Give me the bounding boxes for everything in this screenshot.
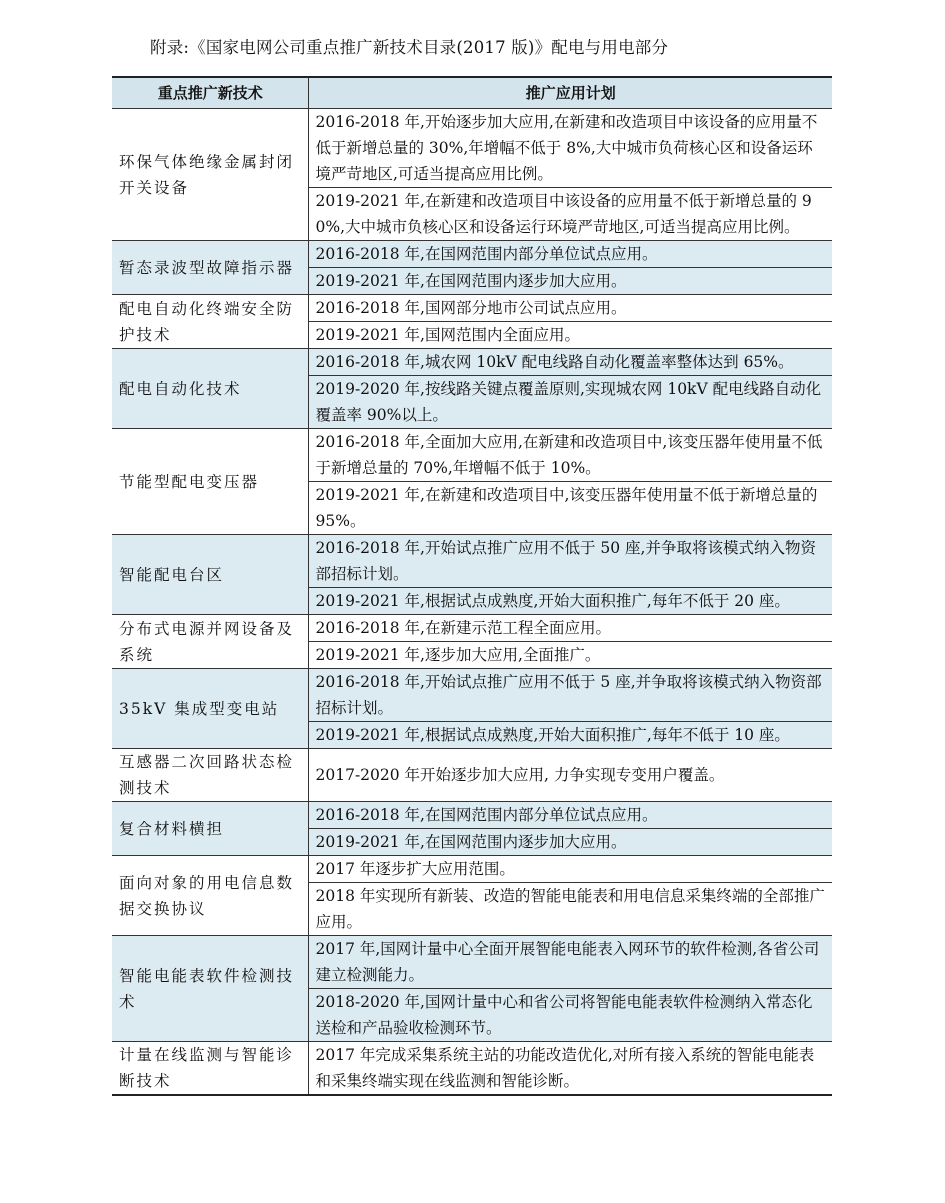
- plan-cell: 2019-2021 年,在新建和改造项目中,该变压器年使用量不低于新增总量的 95%。: [308, 482, 832, 535]
- table-body: [112, 109, 832, 1096]
- tech-name-cell: 35kV 集成型变电站: [112, 669, 308, 749]
- plan-cell: 2017 年,国网计量中心全面开展智能电能表入网环节的软件检测,各省公司建立检测能力。: [308, 936, 832, 989]
- tech-name-cell: 暂态录波型故障指示器: [112, 241, 308, 295]
- plan-cell: 2017-2020 年开始逐步加大应用, 力争实现专变用户覆盖。: [308, 749, 832, 802]
- tech-name-cell: 面向对象的用电信息数据交换协议: [112, 856, 308, 936]
- plan-cell: 2016-2018 年,在国网范围内部分单位试点应用。: [308, 241, 832, 268]
- plan-cell: 2016-2018 年,城农网 10kV 配电线路自动化覆盖率整体达到 65%。: [308, 349, 832, 376]
- header-plan: 推广应用计划: [308, 77, 832, 109]
- plan-cell: 2019-2021 年,在国网范围内逐步加大应用。: [308, 829, 832, 856]
- technology-table: [112, 76, 832, 1096]
- tech-name-cell: 互感器二次回路状态检测技术: [112, 749, 308, 802]
- plan-cell: 2017 年逐步扩大应用范围。: [308, 856, 832, 883]
- table-header-row: [112, 77, 832, 109]
- plan-cell: 2016-2018 年,在新建示范工程全面应用。: [308, 615, 832, 642]
- table-row: [112, 535, 832, 588]
- plan-cell: 2019-2020 年,按线路关键点覆盖原则,实现城农网 10kV 配电线路自动化覆盖率 90%以上。: [308, 376, 832, 429]
- table-row: [112, 109, 832, 188]
- plan-cell: 2016-2018 年,全面加大应用,在新建和改造项目中,该变压器年使用量不低于新增总量的 70%,年增幅不低于 10%。: [308, 429, 832, 482]
- table-row: [112, 429, 832, 482]
- tech-name-cell: 智能电能表软件检测技术: [112, 936, 308, 1042]
- plan-cell: 2019-2021 年,在新建和改造项目中该设备的应用量不低于新增总量的 90%,大中城市负核心区和设备运行环境严苛地区,可适当提高应用比例。: [308, 188, 832, 241]
- table-row: [112, 802, 832, 829]
- table-row: [112, 749, 832, 802]
- tech-name-cell: 配电自动化技术: [112, 349, 308, 429]
- tech-name-cell: 分布式电源并网设备及系统: [112, 615, 308, 669]
- plan-cell: 2016-2018 年,在国网范围内部分单位试点应用。: [308, 802, 832, 829]
- plan-cell: 2019-2021 年,在国网范围内逐步加大应用。: [308, 268, 832, 295]
- table-row: [112, 241, 832, 268]
- plan-cell: 2018-2020 年,国网计量中心和省公司将智能电能表软件检测纳入常态化送检和产品验收检测环节。: [308, 989, 832, 1042]
- tech-name-cell: 智能配电台区: [112, 535, 308, 615]
- plan-cell: 2019-2021 年,逐步加大应用,全面推广。: [308, 642, 832, 669]
- page-title: 附录:《国家电网公司重点推广新技术目录(2017 版)》配电与用电部分: [150, 38, 669, 57]
- table-row: [112, 615, 832, 642]
- tech-name-cell: 计量在线监测与智能诊断技术: [112, 1042, 308, 1096]
- tech-name-cell: 节能型配电变压器: [112, 429, 308, 535]
- table-row: [112, 295, 832, 322]
- plan-cell: 2019-2021 年,国网范围内全面应用。: [308, 322, 832, 349]
- plan-cell: 2016-2018 年,开始试点推广应用不低于 5 座,并争取将该模式纳入物资部招标计划。: [308, 669, 832, 722]
- plan-cell: 2016-2018 年,国网部分地市公司试点应用。: [308, 295, 832, 322]
- table-row: [112, 669, 832, 722]
- plan-cell: 2018 年实现所有新装、改造的智能电能表和用电信息采集终端的全部推广应用。: [308, 883, 832, 936]
- tech-name-cell: 复合材料横担: [112, 802, 308, 856]
- plan-cell: 2017 年完成采集系统主站的功能改造优化,对所有接入系统的智能电能表和采集终端实现在线监测和智能诊断。: [308, 1042, 832, 1096]
- table-row: [112, 856, 832, 883]
- plan-cell: 2016-2018 年,开始试点推广应用不低于 50 座,并争取将该模式纳入物资部招标计划。: [308, 535, 832, 588]
- table-row: [112, 936, 832, 989]
- plan-cell: 2019-2021 年,根据试点成熟度,开始大面积推广,每年不低于 20 座。: [308, 588, 832, 615]
- tech-name-cell: 配电自动化终端安全防护技术: [112, 295, 308, 349]
- plan-cell: 2019-2021 年,根据试点成熟度,开始大面积推广,每年不低于 10 座。: [308, 722, 832, 749]
- table-row: [112, 1042, 832, 1096]
- table-row: [112, 349, 832, 376]
- header-tech: 重点推广新技术: [112, 77, 308, 109]
- plan-cell: 2016-2018 年,开始逐步加大应用,在新建和改造项目中该设备的应用量不低于新增总量的 30%,年增幅不低于 8%,大中城市负荷核心区和设备运环境严苛地区,可适当提高应用比例。: [308, 109, 832, 188]
- tech-name-cell: 环保气体绝缘金属封闭开关设备: [112, 109, 308, 241]
